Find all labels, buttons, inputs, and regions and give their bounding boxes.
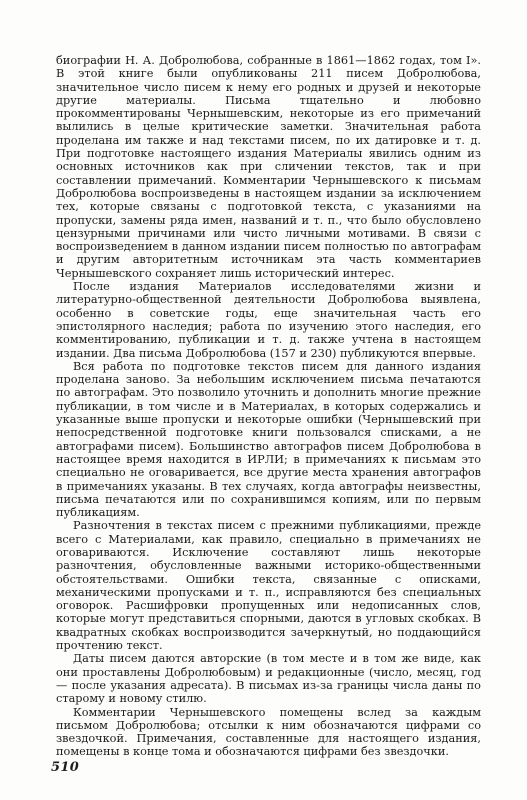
- paragraph-commentary-notes: Комментарии Чернышевского помещены вслед за каждым письмом Добролюбова; отсылки к ним обозначаются цифрами со звездочкой. Примечания, составленные для настоящего издания, помещены в конце тома и обозначаются цифрами без звездочки.: [56, 705, 481, 759]
- page-number: 510: [51, 760, 80, 775]
- paragraph-materials-study: После издания Материалов исследователями жизни и литературно-общественной деятельности Добролюбова выявлена, особенно в советские годы, еще значительная часть его эпистолярного наследия; работа по изучению этого наследия, его комментированию, публикации и т. д. также учтена в настоящем издании. Два письма Добролюбова (157 и 230) публикуются впервые.: [56, 280, 481, 360]
- paragraph-letter-dates: Даты писем даются авторские (в том месте и в том же виде, как они проставлены Добролюбовым) и редакционные (число, месяц, год — после указания адресата). В письмах из-за границы числа даны по старому и новому стилю.: [56, 652, 481, 706]
- body-text: [56, 54, 481, 759]
- paragraph-continued: биографии Н. А. Добролюбова, собранные в 1861—1862 годах, том I». В этой книге были опубликованы 211 писем Добролюбова, значительное число писем к нему его родных и друзей и некоторые другие материалы. Письма тщательно и любовно прокомментированы Чернышевским, некоторые из его примечаний вылились в целые критические заметки. Значительная работа проделана им также и над текстами писем, по их датировке и т. д. При подготовке настоящего издания Материалы явились одним из основных источников как при сличении текстов, так и при составлении примечаний. Комментарии Чернышевского к письмам Добролюбова воспроизведены в настоящем издании за исключением тех, которые связаны с подготовкой текста, с указаниями на пропуски, замены ряда имен, названий и т. п., что было обусловлено цензурными причинами или чисто личными мотивами. В связи с воспроизведением в данном издании писем полностью по автографам и другим авторитетным источникам эта часть комментариев Чернышевского сохраняет лишь исторический интерес.: [56, 54, 481, 280]
- paragraph-text-preparation: Вся работа по подготовке текстов писем для данного издания проделана заново. За небольшим исключением письма печатаются по автографам. Это позволило уточнить и дополнить многие прежние публикации, в том числе и в Материалах, в которых содержались и указанные выше пропуски и некоторые ошибки (Чернышевский при непосредственной подготовке книги пользовался списками, а не автографами писем). Большинство автографов писем Добролюбова в настоящее время находится в ИРЛИ; в примечаниях к письмам это специально не оговаривается, все другие места хранения автографов в примечаниях указаны. В тех случаях, когда автографы неизвестны, письма печатаются или по сохранившимся копиям, или по первым публикациям.: [56, 359, 481, 520]
- paragraph-variant-readings: Разночтения в текстах писем с прежними публикациями, прежде всего с Материалами, как правило, специально в примечаниях не оговариваются. Исключение составляют лишь некоторые разночтения, обусловленные важными историко-общественными обстоятельствами. Ошибки текста, связанные с описками, механическими пропусками и т. п., исправляются без специальных оговорок. Расшифровки пропущенных или недописанных слов, которые могут представиться спорными, даются в угловых скобках. В квадратных скобках воспроизводится зачеркнутый, но поддающийся прочтению текст.: [56, 519, 481, 653]
